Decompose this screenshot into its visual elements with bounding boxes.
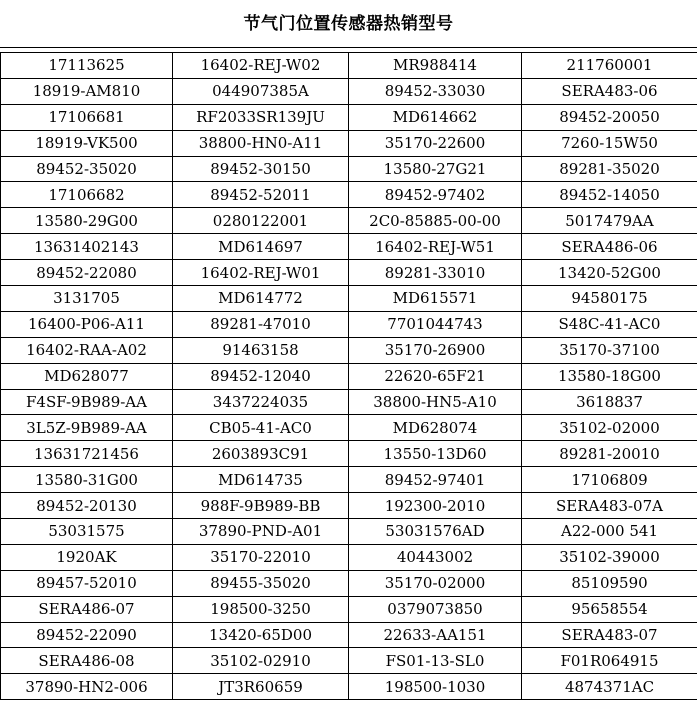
- table-row: [1, 130, 697, 156]
- table-cell[interactable]: 3131705: [1, 286, 173, 312]
- table-cell[interactable]: CB05-41-AC0: [173, 415, 349, 441]
- table-cell[interactable]: 35102-02910: [173, 648, 349, 674]
- table-cell[interactable]: SERA483-07: [522, 622, 697, 648]
- table-cell[interactable]: 53031575: [1, 519, 173, 545]
- table-cell[interactable]: 22620-65F21: [349, 363, 522, 389]
- table-cell[interactable]: SERA486-06: [522, 234, 697, 260]
- table-row: [1, 234, 697, 260]
- part-number-table: [0, 52, 697, 700]
- table-row: [1, 467, 697, 493]
- table-cell[interactable]: SERA486-07: [1, 596, 173, 622]
- table-cell[interactable]: 35170-02000: [349, 570, 522, 596]
- table-cell[interactable]: 40443002: [349, 544, 522, 570]
- table-cell[interactable]: 89452-97401: [349, 467, 522, 493]
- table-cell[interactable]: 17113625: [1, 53, 173, 79]
- table-cell[interactable]: 7701044743: [349, 311, 522, 337]
- table-cell[interactable]: 4874371AC: [522, 674, 697, 700]
- table-cell[interactable]: 13631721456: [1, 441, 173, 467]
- table-cell[interactable]: 0379073850: [349, 596, 522, 622]
- table-cell[interactable]: 211760001: [522, 53, 697, 79]
- table-row: [1, 182, 697, 208]
- table-cell[interactable]: 38800-HN5-A10: [349, 389, 522, 415]
- table-row: [1, 544, 697, 570]
- table-row: [1, 156, 697, 182]
- table-cell[interactable]: 89457-52010: [1, 570, 173, 596]
- table-cell[interactable]: 3L5Z-9B989-AA: [1, 415, 173, 441]
- table-row: [1, 260, 697, 286]
- table-cell[interactable]: 13580-27G21: [349, 156, 522, 182]
- table-cell[interactable]: 13631402143: [1, 234, 173, 260]
- table-cell[interactable]: 192300-2010: [349, 493, 522, 519]
- table-cell[interactable]: 1920AK: [1, 544, 173, 570]
- table-cell[interactable]: RF2033SR139JU: [173, 104, 349, 130]
- table-cell[interactable]: MD628077: [1, 363, 173, 389]
- table-cell[interactable]: 16402-REJ-W01: [173, 260, 349, 286]
- table-cell[interactable]: MD614662: [349, 104, 522, 130]
- table-row: [1, 389, 697, 415]
- table-cell[interactable]: 7260-15W50: [522, 130, 697, 156]
- table-row: [1, 311, 697, 337]
- table-cell[interactable]: 16402-REJ-W51: [349, 234, 522, 260]
- table-cell[interactable]: 89455-35020: [173, 570, 349, 596]
- table-cell[interactable]: 38800-HN0-A11: [173, 130, 349, 156]
- table-cell[interactable]: 13420-52G00: [522, 260, 697, 286]
- table-row: [1, 519, 697, 545]
- table-cell[interactable]: 17106809: [522, 467, 697, 493]
- table-cell[interactable]: 16402-RAA-A02: [1, 337, 173, 363]
- table-row: [1, 208, 697, 234]
- table-cell[interactable]: MR988414: [349, 53, 522, 79]
- table-row: [1, 441, 697, 467]
- table-cell[interactable]: 35170-37100: [522, 337, 697, 363]
- table-cell[interactable]: 89452-22080: [1, 260, 173, 286]
- table-cell[interactable]: 17106681: [1, 104, 173, 130]
- table-cell[interactable]: JT3R60659: [173, 674, 349, 700]
- table-cell[interactable]: SERA483-07A: [522, 493, 697, 519]
- table-cell[interactable]: SERA483-06: [522, 78, 697, 104]
- table-cell[interactable]: 16402-REJ-W02: [173, 53, 349, 79]
- table-cell[interactable]: 13420-65D00: [173, 622, 349, 648]
- table-cell[interactable]: 35170-22010: [173, 544, 349, 570]
- table-cell[interactable]: 89452-22090: [1, 622, 173, 648]
- table-cell[interactable]: 89452-35020: [1, 156, 173, 182]
- table-cell[interactable]: 95658554: [522, 596, 697, 622]
- table-row: [1, 493, 697, 519]
- table-row: [1, 648, 697, 674]
- table-cell[interactable]: 89452-12040: [173, 363, 349, 389]
- table-cell[interactable]: 35102-39000: [522, 544, 697, 570]
- table-cell[interactable]: 37890-PND-A01: [173, 519, 349, 545]
- table-row: [1, 337, 697, 363]
- table-cell[interactable]: MD628074: [349, 415, 522, 441]
- table-cell[interactable]: 16400-P06-A11: [1, 311, 173, 337]
- table-cell[interactable]: 89281-33010: [349, 260, 522, 286]
- table-cell[interactable]: 35170-22600: [349, 130, 522, 156]
- table-cell[interactable]: 198500-1030: [349, 674, 522, 700]
- table-cell[interactable]: 18919-VK500: [1, 130, 173, 156]
- table-cell[interactable]: SERA486-08: [1, 648, 173, 674]
- table-row: [1, 104, 697, 130]
- table-cell[interactable]: 89452-30150: [173, 156, 349, 182]
- table-cell[interactable]: 91463158: [173, 337, 349, 363]
- table-cell[interactable]: 89281-35020: [522, 156, 697, 182]
- sheet-title: 节气门位置传感器热销型号: [0, 0, 697, 48]
- table-cell[interactable]: 17106682: [1, 182, 173, 208]
- table-cell[interactable]: 0280122001: [173, 208, 349, 234]
- table-cell[interactable]: 22633-AA151: [349, 622, 522, 648]
- table-cell[interactable]: 13580-31G00: [1, 467, 173, 493]
- table-cell[interactable]: 89452-14050: [522, 182, 697, 208]
- table-cell[interactable]: 89452-97402: [349, 182, 522, 208]
- table-cell[interactable]: MD614697: [173, 234, 349, 260]
- table-cell[interactable]: 89452-52011: [173, 182, 349, 208]
- table-row: [1, 363, 697, 389]
- table-cell[interactable]: MD614772: [173, 286, 349, 312]
- table-cell[interactable]: MD615571: [349, 286, 522, 312]
- table-cell[interactable]: 89452-33030: [349, 78, 522, 104]
- table-cell[interactable]: 198500-3250: [173, 596, 349, 622]
- table-cell[interactable]: 13550-13D60: [349, 441, 522, 467]
- table-cell[interactable]: 18919-AM810: [1, 78, 173, 104]
- table-row: [1, 674, 697, 700]
- table-cell[interactable]: 89281-20010: [522, 441, 697, 467]
- table-cell[interactable]: 3437224035: [173, 389, 349, 415]
- table-cell[interactable]: A22-000 541: [522, 519, 697, 545]
- table-cell[interactable]: 3618837: [522, 389, 697, 415]
- table-row: [1, 570, 697, 596]
- table-cell[interactable]: 35102-02000: [522, 415, 697, 441]
- table-cell[interactable]: 988F-9B989-BB: [173, 493, 349, 519]
- table-cell[interactable]: MD614735: [173, 467, 349, 493]
- table-cell[interactable]: 53031576AD: [349, 519, 522, 545]
- table-cell[interactable]: 2603893C91: [173, 441, 349, 467]
- table-cell[interactable]: 89452-20130: [1, 493, 173, 519]
- table-row: [1, 286, 697, 312]
- table-cell[interactable]: 94580175: [522, 286, 697, 312]
- table-row: [1, 78, 697, 104]
- table-cell[interactable]: FS01-13-SL0: [349, 648, 522, 674]
- table-cell[interactable]: 13580-29G00: [1, 208, 173, 234]
- table-row: [1, 622, 697, 648]
- table-cell[interactable]: F4SF-9B989-AA: [1, 389, 173, 415]
- table-row: [1, 53, 697, 79]
- table-row: [1, 596, 697, 622]
- table-cell[interactable]: 85109590: [522, 570, 697, 596]
- table-cell[interactable]: F01R064915: [522, 648, 697, 674]
- table-cell[interactable]: 89452-20050: [522, 104, 697, 130]
- table-cell[interactable]: 044907385A: [173, 78, 349, 104]
- table-cell[interactable]: 5017479AA: [522, 208, 697, 234]
- table-body: [1, 53, 697, 700]
- table-cell[interactable]: 2C0-85885-00-00: [349, 208, 522, 234]
- table-cell[interactable]: 13580-18G00: [522, 363, 697, 389]
- table-row: [1, 415, 697, 441]
- table-cell[interactable]: 89281-47010: [173, 311, 349, 337]
- table-cell[interactable]: 37890-HN2-006: [1, 674, 173, 700]
- table-cell[interactable]: S48C-41-AC0: [522, 311, 697, 337]
- table-cell[interactable]: 35170-26900: [349, 337, 522, 363]
